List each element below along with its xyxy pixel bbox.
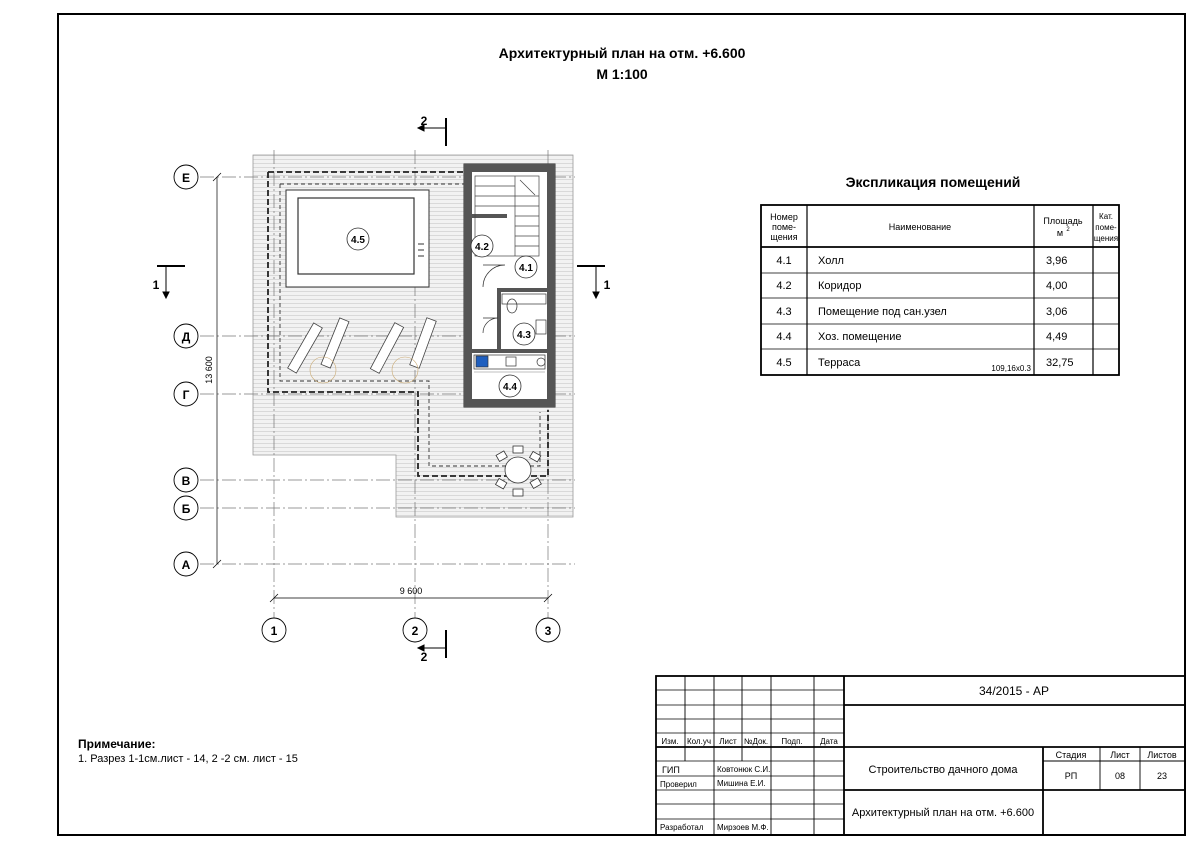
svg-text:Наименование: Наименование	[888, 222, 952, 232]
row-num: 4.3	[776, 306, 792, 318]
doc-code: 34/2015 - АР	[978, 684, 1050, 698]
sheets-header: Листов	[1147, 750, 1177, 760]
svg-text:Дата: Дата	[820, 737, 838, 746]
section-label-2-bottom: 2	[420, 650, 428, 664]
axis-row-e: Е	[181, 171, 191, 185]
size-note: 109,16x0.3	[991, 364, 1031, 373]
sheet-title: Архитектурный план на отм. +6.600	[851, 807, 1035, 819]
room-tag-4-1	[515, 256, 537, 278]
stage-value: РП	[1064, 771, 1078, 781]
title-block	[656, 676, 1185, 835]
svg-text:Кол.уч: Кол.уч	[687, 737, 711, 746]
col-axis-markers	[262, 618, 560, 642]
section-label-1-left: 1	[152, 278, 160, 292]
axis-row-g: Г	[182, 388, 190, 402]
svg-text:Лист: Лист	[719, 737, 737, 746]
gip-name: Ковтонюк С.И.	[717, 765, 771, 774]
sheet-value: 08	[1114, 771, 1126, 781]
sheet-frame	[58, 14, 1185, 835]
row-axis-markers	[174, 165, 198, 576]
axis-col-1: 1	[270, 624, 278, 638]
row-num: 4.1	[776, 255, 792, 267]
checker-name: Мишина Е.И.	[717, 779, 766, 788]
room-tag-4-2	[471, 235, 493, 257]
svg-text:4.1: 4.1	[519, 263, 533, 274]
stage-header: Стадия	[1055, 750, 1087, 760]
sheet-header: Лист	[1110, 750, 1130, 760]
section-label-1-right: 1	[603, 278, 611, 292]
svg-text:Изм.: Изм.	[661, 737, 679, 746]
room-tag-4-4	[499, 375, 521, 397]
svg-text:Подп.: Подп.	[781, 737, 803, 746]
axis-row-v: В	[181, 474, 191, 488]
row-area: 4,00	[1046, 280, 1068, 292]
sheets-value: 23	[1156, 771, 1168, 781]
axis-col-2: 2	[411, 624, 419, 638]
project-name: Строительство дачного дома	[868, 764, 1018, 776]
svg-text:Площадь: Площадь	[1043, 216, 1083, 226]
svg-text:4.2: 4.2	[475, 242, 489, 253]
drawing-scale: М 1:100	[596, 66, 648, 82]
axis-row-d: Д	[181, 330, 191, 344]
row-area: 3,06	[1046, 306, 1068, 318]
svg-text:щения: щения	[1093, 234, 1119, 243]
stamp-col-headers	[661, 737, 838, 746]
row-num: 4.2	[776, 280, 792, 292]
dim-vertical: 13 600	[204, 356, 214, 384]
svg-text:поме-: поме-	[771, 222, 797, 232]
explication-table	[761, 174, 1119, 375]
svg-text:Номер: Номер	[770, 212, 798, 222]
axis-row-a: А	[181, 558, 191, 572]
axis-row-b: Б	[181, 502, 191, 516]
building-walls	[464, 164, 555, 407]
axis-col-3: 3	[544, 624, 552, 638]
row-name: Помещение под сан.узел	[818, 306, 947, 318]
svg-text:4.4: 4.4	[503, 382, 517, 393]
explication-header	[770, 212, 1118, 243]
room-tag-4-5	[347, 228, 369, 250]
notes-heading: Примечание:	[78, 737, 156, 751]
developer-role: Разработал	[660, 823, 704, 832]
section-label-2-top: 2	[420, 114, 428, 128]
gip-role: ГИП	[662, 765, 680, 775]
notes-block	[78, 737, 298, 767]
svg-text:4.5: 4.5	[351, 235, 365, 246]
row-area: 32,75	[1046, 357, 1074, 369]
floor-plan	[153, 114, 611, 664]
row-area: 3,96	[1046, 255, 1068, 267]
row-name: Холл	[818, 255, 844, 267]
notes-line: 1. Разрез 1-1см.лист - 14, 2 -2 см. лист - 15	[78, 753, 298, 765]
row-num: 4.4	[776, 331, 792, 343]
row-area: 4,49	[1046, 331, 1068, 343]
svg-text:поме-: поме-	[1095, 223, 1117, 232]
drawing-title: Архитектурный план на отм. +6.600	[498, 45, 746, 61]
developer-name: Мирзоев М.Ф.	[717, 823, 769, 832]
svg-text:щения: щения	[770, 232, 798, 242]
row-num: 4.5	[776, 357, 792, 369]
svg-text:м: м	[1056, 228, 1064, 238]
explication-title: Экспликация помещений	[845, 174, 1021, 190]
svg-text:№Док.: №Док.	[743, 737, 769, 746]
svg-text:4.3: 4.3	[517, 330, 531, 341]
row-name: Терраса	[818, 357, 861, 369]
svg-text:Кат.: Кат.	[1099, 212, 1113, 221]
room-tag-4-3	[513, 323, 535, 345]
checker-role: Проверил	[660, 780, 697, 789]
dim-horizontal: 9 600	[399, 586, 423, 596]
svg-text:2: 2	[1066, 227, 1070, 233]
row-name: Коридор	[818, 280, 862, 292]
row-name: Хоз. помещение	[818, 331, 902, 343]
